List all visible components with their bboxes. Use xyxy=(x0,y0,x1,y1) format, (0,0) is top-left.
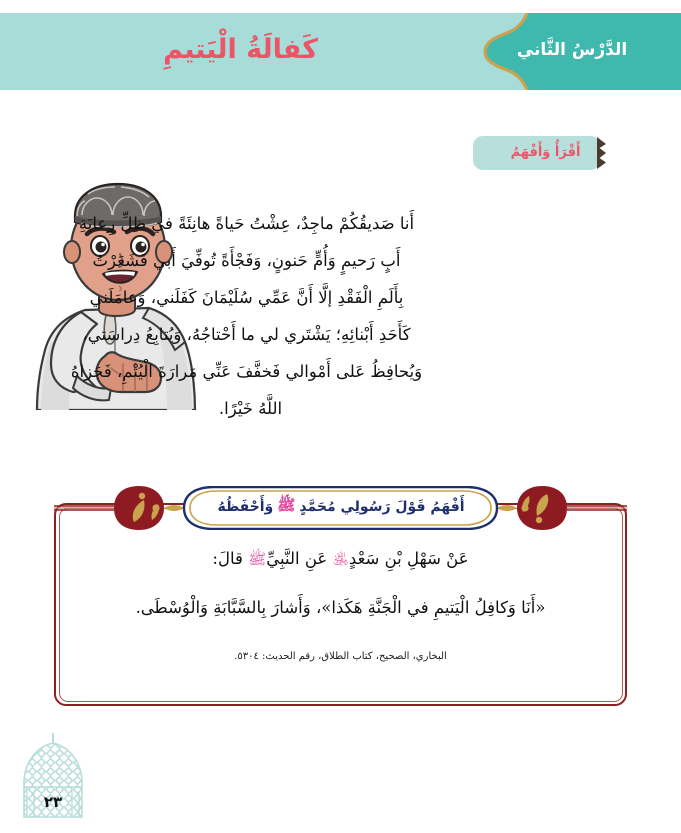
hadith-line-1 xyxy=(80,542,601,576)
radiyallahu-anhu-symbol: ﵁ xyxy=(332,550,349,568)
hadith-banner-label xyxy=(161,486,521,530)
page-header xyxy=(0,13,681,90)
passage-line: بِأَلَمِ الْفَقْدِ إلَّا أَنَّ عَمِّي سُلَيْمَانَ كَفَلَني، وَعامَلَني xyxy=(89,288,404,307)
hadith-body xyxy=(54,542,627,662)
pbuh-symbol-banner: ﷺ xyxy=(277,496,296,514)
passage-line: أَنا صَديقُكُمْ ماجِدٌ، عِشْتُ حَياةً هانِئَةً في ظِلِّ رِعايَةِ xyxy=(78,214,415,233)
page-title: كَفالَةُ الْيَتيمِ xyxy=(163,34,318,65)
passage-line: أَبٍ رَحيمٍ وَأُمٍّ حَنونٍ، وَفَجْأَةً تُوفِّيَ أَبي فَشَعَرْتُ xyxy=(92,251,401,270)
hadith-banner xyxy=(54,486,627,530)
lesson-tab xyxy=(481,13,681,90)
hadith-section xyxy=(54,486,627,706)
passage-line: كَأَحَدِ أَبْنائِهِ؛ يَشْتَري لي ما أَحْتاجُهُ، وَيُتابِعُ دِراسَتي، xyxy=(82,325,411,344)
passage-line: وَيُحافِظُ عَلى أَمْوالي فَخفَّفَ عَنِّي مَرارَةَ الْيُتْمِ، فَجَزاهُ xyxy=(70,362,423,381)
reading-passage xyxy=(34,205,459,427)
hadith-said: قالَ: xyxy=(212,549,243,568)
hadith-chain: عَنِ النَّبِيِّ xyxy=(266,549,328,568)
hadith-narrator: عَنْ سَهْلِ بْنِ سَعْدٍ xyxy=(348,549,469,568)
read-and-understand-badge xyxy=(473,136,606,170)
read-badge-label: أَقْرَأُ وَأَفْهَمُ xyxy=(510,144,581,160)
hadith-line-2: «أَنَا وَكافِلُ الْيَتيمِ في الْجَنَّةِ هَكَذا»، وَأَشارَ بِالسَّبَّابَةِ وَالْوُسْطَى. xyxy=(135,598,546,617)
hadith-source-reference: البخاري، الصحيح، كتاب الطلاق، رقم الحديث: ٥٣٠٤. xyxy=(234,651,447,662)
lesson-tab-label: الدَّرْسُ الثَّاني xyxy=(516,40,628,60)
banner-text-after: وَأَحْفَظُهُ xyxy=(217,499,274,515)
page-number: ٢٣ xyxy=(43,793,63,811)
pbuh-symbol-hadith: ﷺ xyxy=(248,550,267,568)
banner-text-before: أَفْهَمُ قَوْلَ رَسُولِي مُحَمَّدٍ xyxy=(299,499,465,515)
passage-line: اللَّهُ خَيْرًا. xyxy=(218,399,283,418)
